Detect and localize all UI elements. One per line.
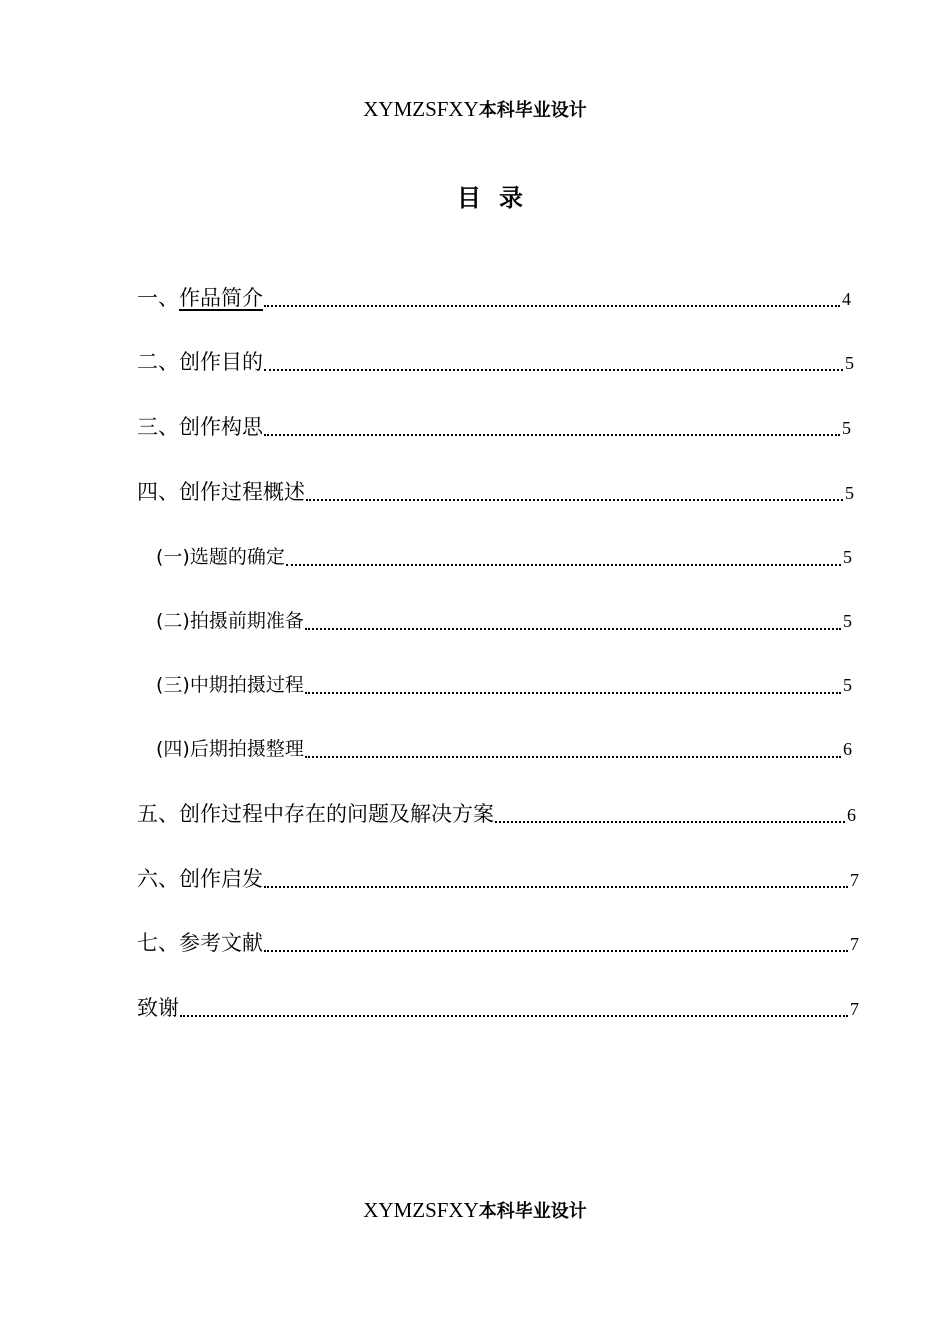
toc-entry-label xyxy=(137,282,263,314)
header-document-type: 本科毕业设计 xyxy=(478,100,587,121)
toc-entry-number: (三) xyxy=(156,674,190,696)
toc-dot-leader xyxy=(180,1015,848,1017)
toc-entry-text: 选题的确定 xyxy=(189,546,285,568)
toc-page-number: 5 xyxy=(845,483,854,503)
toc-entry[interactable] xyxy=(156,669,852,701)
toc-entry-label xyxy=(156,541,285,573)
toc-entry-number: 一、 xyxy=(137,286,179,310)
toc-entry-label xyxy=(156,733,304,765)
toc-entry-label xyxy=(137,927,263,959)
toc-dot-leader xyxy=(305,628,841,630)
toc-entry-number: (二) xyxy=(156,610,190,632)
toc-entry-number: 五、 xyxy=(137,802,179,826)
toc-entry-text: 创作目的 xyxy=(179,350,263,374)
toc-entry-text: 作品简介 xyxy=(179,286,263,310)
toc-page-number: 5 xyxy=(843,611,852,631)
toc-entry-text: 致谢 xyxy=(137,996,179,1020)
page-footer xyxy=(0,1198,950,1224)
toc-entry-text: 中期拍摄过程 xyxy=(189,674,304,696)
toc-entry[interactable] xyxy=(156,605,852,637)
toc-entry-label xyxy=(156,669,304,701)
footer-institution-code: XYMZSFXY xyxy=(363,1198,479,1222)
toc-entry-label xyxy=(156,605,304,637)
toc-entry[interactable] xyxy=(137,927,859,959)
toc-entry-text: 创作过程中存在的问题及解决方案 xyxy=(179,802,494,826)
toc-entry-label xyxy=(137,863,263,895)
header-institution-code: XYMZSFXY xyxy=(363,97,479,121)
toc-dot-leader xyxy=(495,821,845,823)
toc-entry-text: 拍摄前期准备 xyxy=(189,610,304,632)
toc-page-number: 5 xyxy=(845,353,854,373)
toc-entry-text: 创作过程概述 xyxy=(179,480,305,504)
toc-entry[interactable] xyxy=(137,411,851,443)
toc-entry-label xyxy=(137,992,179,1024)
toc-dot-leader xyxy=(264,950,848,952)
toc-entry[interactable] xyxy=(137,282,851,314)
toc-entry-number: 六、 xyxy=(137,867,179,891)
toc-entry[interactable] xyxy=(137,476,854,508)
toc-entry-number: (一) xyxy=(156,546,190,568)
toc-page-number: 7 xyxy=(850,870,859,890)
page-header xyxy=(0,97,950,123)
toc-entry[interactable] xyxy=(137,798,856,830)
toc-entry-number: 四、 xyxy=(137,480,179,504)
toc-page-number: 5 xyxy=(843,675,852,695)
toc-page-number: 7 xyxy=(850,999,859,1019)
toc-entry-label xyxy=(137,798,494,830)
toc-dot-leader xyxy=(305,692,841,694)
toc-dot-leader xyxy=(264,434,840,436)
toc-entry-number: 七、 xyxy=(137,931,179,955)
toc-entry-label xyxy=(137,476,305,508)
toc-dot-leader xyxy=(306,499,843,501)
toc-page-number: 6 xyxy=(843,739,852,759)
toc-dot-leader xyxy=(264,886,848,888)
toc-page-number: 4 xyxy=(842,289,851,309)
toc-page-number: 7 xyxy=(850,934,859,954)
toc-entry-text: 后期拍摄整理 xyxy=(189,738,304,760)
toc-dot-leader xyxy=(264,369,843,371)
toc-entry-number: (四) xyxy=(156,738,190,760)
footer-document-type: 本科毕业设计 xyxy=(478,1201,587,1222)
toc-entry[interactable] xyxy=(137,863,859,895)
toc-entry-number: 二、 xyxy=(137,350,179,374)
toc-entry[interactable] xyxy=(156,541,852,573)
toc-entry[interactable] xyxy=(137,992,859,1024)
page-title: 目录 xyxy=(457,184,541,212)
toc-dot-leader xyxy=(264,305,840,307)
toc-page-number: 5 xyxy=(843,547,852,567)
toc-entry-text: 创作启发 xyxy=(179,867,263,891)
toc-entry-number: 三、 xyxy=(137,415,179,439)
toc-entry-label xyxy=(137,411,263,443)
toc-entry-label xyxy=(137,346,263,378)
toc-dot-leader xyxy=(286,564,841,566)
toc-page-number: 5 xyxy=(842,418,851,438)
toc-dot-leader xyxy=(305,756,841,758)
toc-entry-text: 参考文献 xyxy=(179,931,263,955)
toc-page-number: 6 xyxy=(847,805,856,825)
toc-entry-text: 创作构思 xyxy=(179,415,263,439)
toc-entry[interactable] xyxy=(137,346,854,378)
toc-entry[interactable] xyxy=(156,733,852,765)
